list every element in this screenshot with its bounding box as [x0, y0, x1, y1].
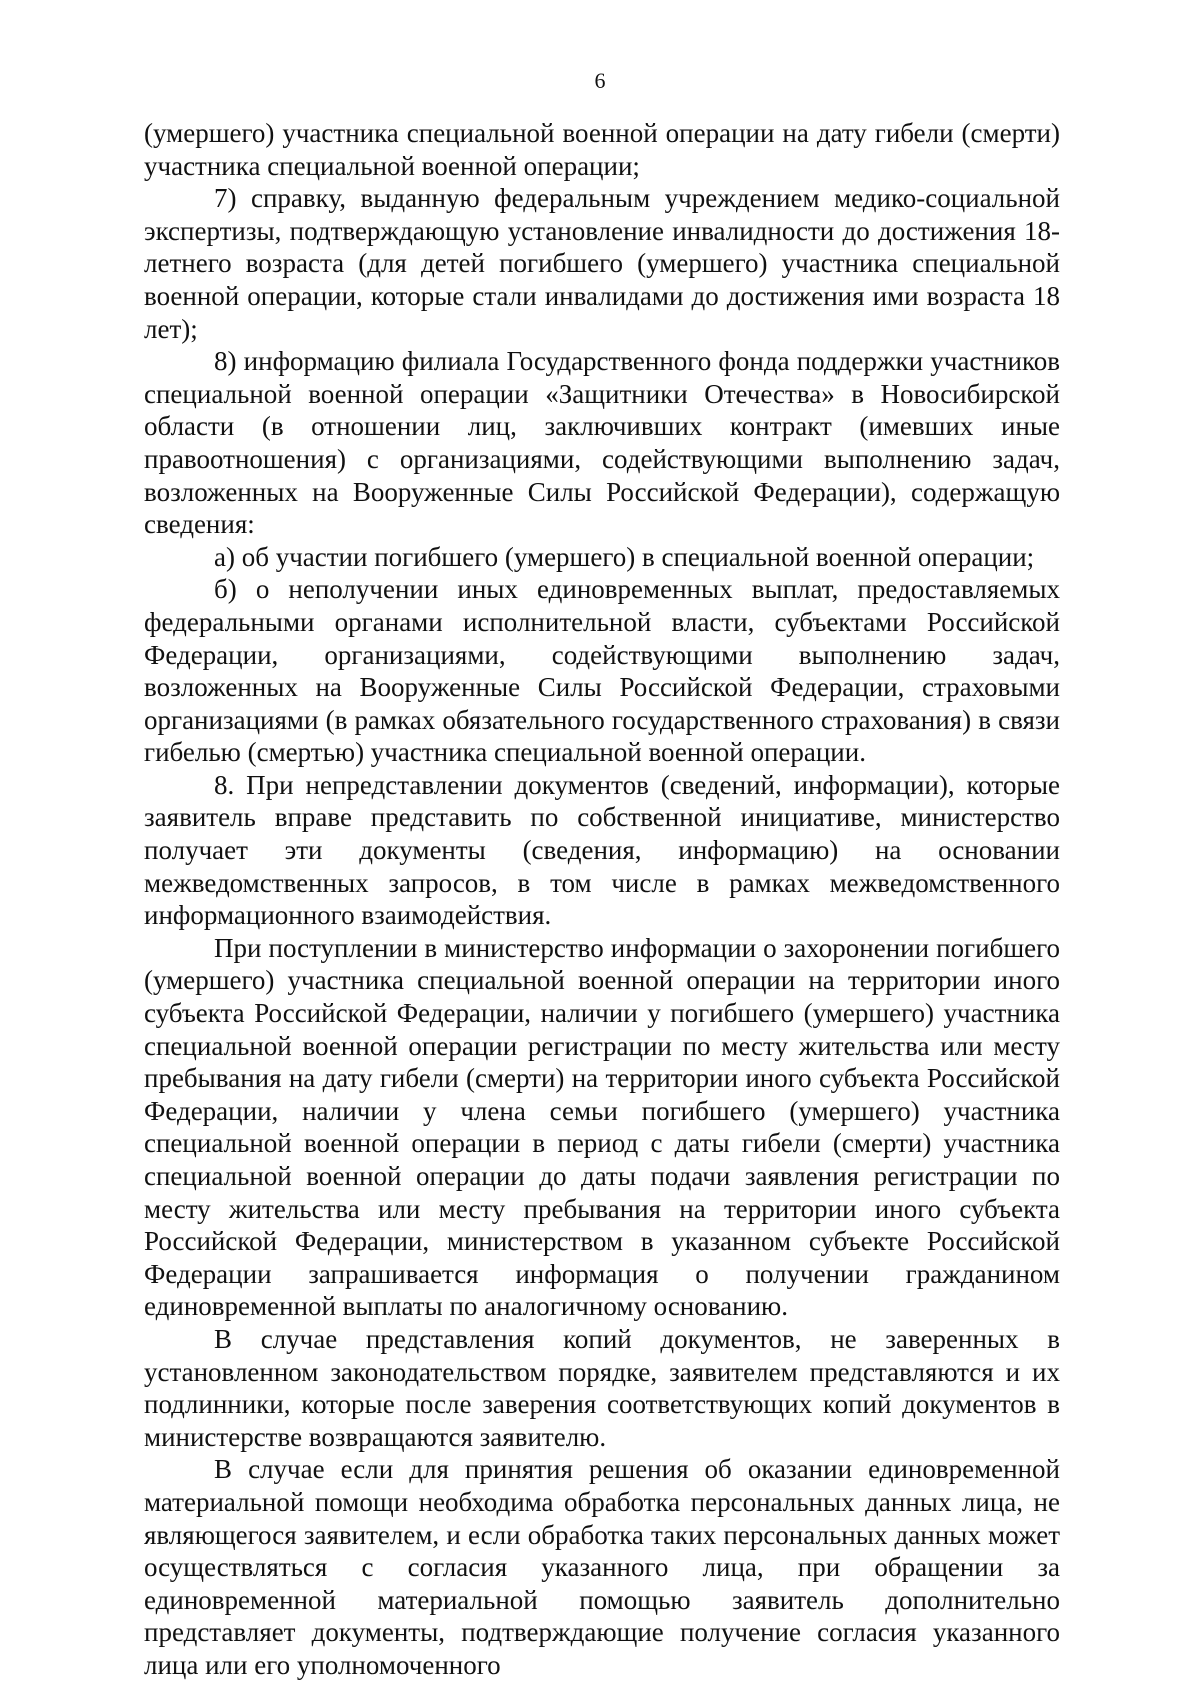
page-number: 6 — [594, 68, 606, 93]
document-body — [144, 117, 1060, 1682]
paragraph-continuation: (умершего) участника специальной военной операции на дату гибели (смерти) участника специальной военной операции; — [144, 118, 1060, 181]
paragraph-burial-info: При поступлении в министерство информации о захоронении погибшего (умершего) участника специальной военной операции на территории иного субъекта Российской Федерации, наличии у погибшего (умершего) участника специальной военной операции регистрации по месту жительства или месту пребывания на дату гибели (смерти) на территории иного субъекта Российской Федерации, наличии у члена семьи погибшего (умершего) участника специальной военной операции в период с даты гибели (смерти) участника специальной военной операции до даты подачи заявления регистрации по месту жительства или месту пребывания на территории иного субъекта Российской Федерации, министерством в указанном субъекте Российской Федерации запрашивается информация о получении гражданином единовременной выплаты по аналогичному основанию. — [144, 932, 1060, 1322]
paragraph-subitem-a: а) об участии погибшего (умершего) в специальной военной операции; — [214, 541, 1035, 572]
paragraph-item-7: 7) справку, выданную федеральным учреждением медико-социальной экспертизы, подтверждающую установление инвалидности до достижения 18-летнего возраста (для детей погибшего (умершего) участника специальной военной операции, которые стали инвалидами до достижения ими возраста 18 лет); — [144, 183, 1060, 344]
paragraph-personal-data: В случае если для принятия решения об оказании единовременной материальной помощи необходима обработка персональных данных лица, не являющегося заявителем, и если обработка таких персональных данных может осуществляться с согласия указанного лица, при обращении за единовременной материальной помощью заявитель дополнительно представляет документы, подтверждающие получение согласия указанного лица или его уполномоченного — [144, 1454, 1060, 1680]
paragraph-item-8: 8) информацию филиала Государственного фонда поддержки участников специальной военной операции «Защитники Отечества» в Новосибирской области (в отношении лиц, заключивших контракт (имевших иные правоотношения) с организациями, содействующими выполнению задач, возложенных на Вооруженные Силы Российской Федерации), содержащую сведения: — [144, 346, 1060, 540]
paragraph-copies: В случае представления копий документов, не заверенных в установленном законодательством порядке, заявителем представляются и их подлинники, которые после заверения соответствующих копий документов в министерстве возвращаются заявителю. — [144, 1323, 1060, 1452]
paragraph-section-8: 8. При непредставлении документов (сведений, информации), которые заявитель вправе представить по собственной инициативе, министерство получает эти документы (сведения, информацию) на основании межведомственных запросов, в том числе в рамках межведомственного информационного взаимодействия. — [144, 769, 1060, 931]
paragraph-subitem-b: б) о неполучении иных единовременных выплат, предоставляемых федеральными органами исполнительной власти, субъектами Российской Федерации, организациями, содействующими выполнению задач, возложенных на Вооруженные Силы Российской Федерации, страховыми организациями (в рамках обязательного государственного страхования) в связи гибелью (смертью) участника специальной военной операции. — [144, 574, 1060, 768]
